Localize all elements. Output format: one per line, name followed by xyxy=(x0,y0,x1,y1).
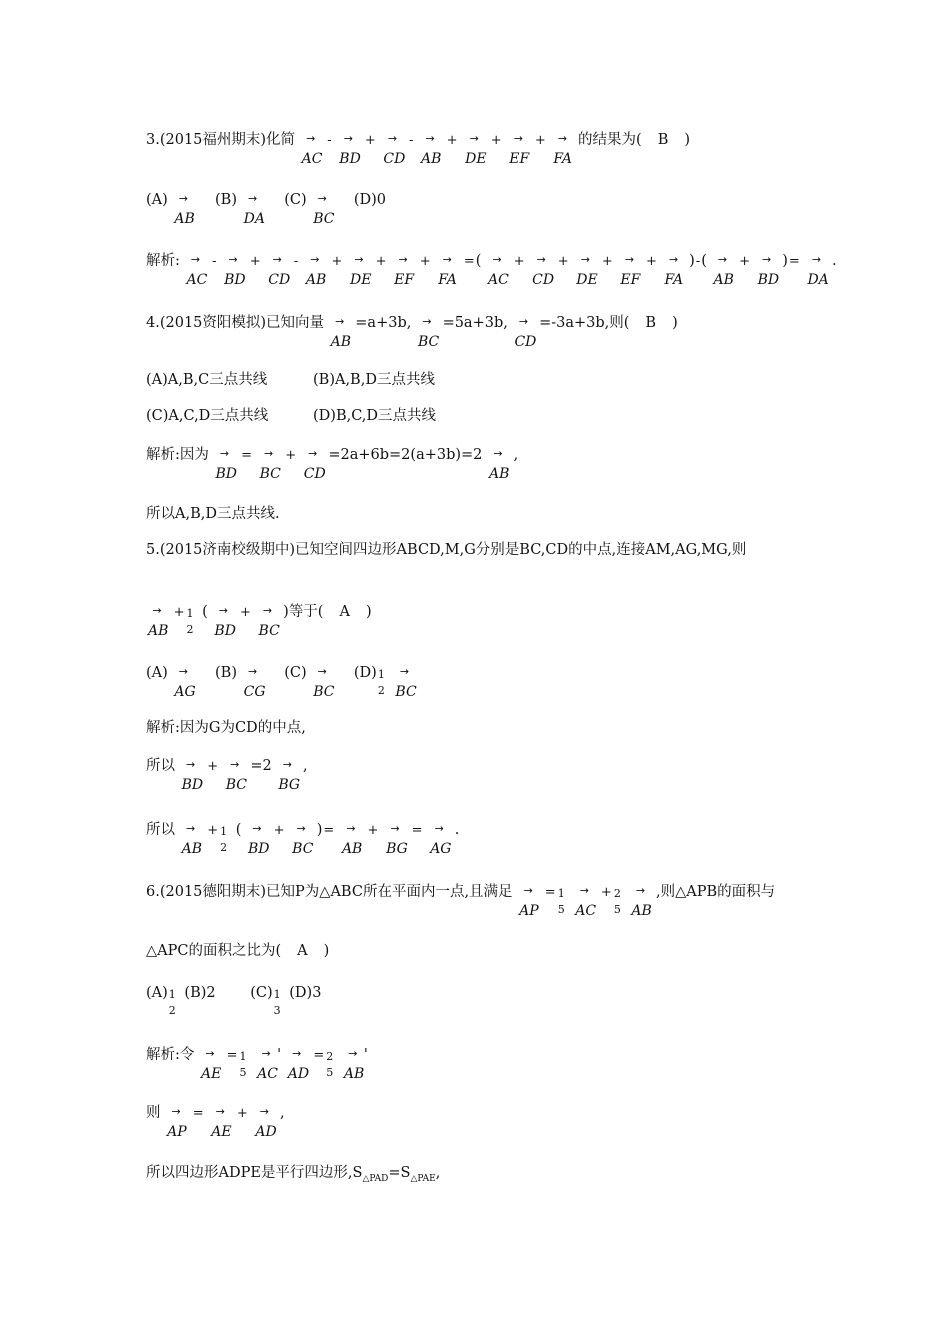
vector-DE: → DE xyxy=(465,132,487,167)
vector-FA: → FA xyxy=(553,132,573,167)
vector-DA: → DA xyxy=(243,192,265,227)
vector-AB: → AB xyxy=(305,253,327,288)
q6-stem: 6.(2015德阳期末)已知P为△ABC所在平面内一点,且满足 → AP = 1 5 → AC + 2 5 → AB ,则△APB的面积与 xyxy=(146,884,776,919)
vector-AE: → AE xyxy=(201,1047,222,1082)
q4-conclusion: 所以A,B,D三点共线. xyxy=(146,506,280,522)
vector-CD: → CD xyxy=(532,253,555,288)
q4-options-row2: (C)A,C,D三点共线 (D)B,C,D三点共线 xyxy=(146,408,437,424)
vector-BC: → BC xyxy=(259,447,281,482)
q6-stem-2: △APC的面积之比为( A ) xyxy=(146,943,330,959)
vector-AE: → AE xyxy=(211,1105,232,1140)
q5-solution-2: 所以 → BD + → BC =2 → BG , xyxy=(146,758,308,793)
vector-CD: → CD xyxy=(303,447,326,482)
vector-BG: → BG xyxy=(386,822,408,857)
vector-AB: → AB xyxy=(148,604,169,639)
vector-AB: → AB xyxy=(330,315,352,350)
vector-AB: → AB xyxy=(713,253,734,288)
vector-AP: → AP xyxy=(519,884,539,919)
q5-options: (A) → AG (B) → CG (C) → BC (D) 1 2 → BC xyxy=(146,665,417,700)
q6-solution-2: 则 → AP = → AE + → AD , xyxy=(146,1105,285,1140)
vector-BD: → BD xyxy=(224,253,246,288)
vector-BD: → BD xyxy=(339,132,361,167)
q3-answer: B xyxy=(657,132,669,148)
q6-options: (A) 1 2 (B)2 (C) 1 3 (D)3 xyxy=(146,985,322,1017)
vector-BC: → BC xyxy=(395,665,417,700)
vector-AB: → AB xyxy=(631,884,652,919)
q6-solution-1: 解析:令 → AE = 1 5 → AC ' → AD = 2 5 → AB ' xyxy=(146,1047,368,1082)
vector-CD: → CD xyxy=(383,132,406,167)
q4-options-row1: (A)A,B,C三点共线 (B)A,B,D三点共线 xyxy=(146,372,435,388)
vector-AB: → AB xyxy=(181,822,203,857)
vector-DE: → DE xyxy=(576,253,598,288)
vector-FA: → FA xyxy=(438,253,457,288)
vector-AB: → AB xyxy=(421,132,442,167)
vector-BC: → BC xyxy=(313,665,335,700)
q3-stem: 3.(2015福州期末)化简 → AC - → BD + → CD - → AB + → DE + → EF + → FA 的结果为( B ) xyxy=(146,132,691,167)
vector-AD: → AD xyxy=(287,1047,310,1082)
vector-CD: → CD xyxy=(514,315,537,350)
vector-BC: → BC xyxy=(225,758,247,793)
vector-AG: → AG xyxy=(430,822,452,857)
vector-AG: → AG xyxy=(174,665,196,700)
vector-AP: → AP xyxy=(167,1105,187,1140)
q6-answer: A xyxy=(297,943,308,959)
vector-BC: → BC xyxy=(258,604,280,639)
vector-CG: → CG xyxy=(243,665,266,700)
vector-AD: → AD xyxy=(255,1105,277,1140)
vector-AC: → AC xyxy=(257,1047,278,1082)
vector-EF: → EF xyxy=(394,253,415,288)
vector-DA: → DA xyxy=(807,253,829,288)
vector-AB: → AB xyxy=(343,1047,365,1082)
q5-expression: → AB + 1 2 ( → BD + → BC )等于( A ) xyxy=(148,604,372,639)
q6-solution-3: 所以四边形ADPE是平行四边形$,S_{\triangle PAD}=S_{\triangle PAE}$, xyxy=(146,1165,441,1184)
q5-stem: 5.(2015济南校级期中)已知空间四边形ABCD,M,G分别是BC,CD的中点,连接AM,AG,MG,则 xyxy=(146,542,747,558)
vector-BC: → BC xyxy=(417,315,440,350)
vector-AB: → AB xyxy=(489,447,510,482)
vector-DE: → DE xyxy=(350,253,372,288)
vector-BD: → BD xyxy=(215,447,238,482)
vector-AC: → AC xyxy=(301,132,323,167)
q4-answer: B xyxy=(645,315,657,331)
vector-BG: → BG xyxy=(278,758,301,793)
vector-AB: → AB xyxy=(341,822,363,857)
vector-BD: → BD xyxy=(248,822,270,857)
q3-solution: 解析: → AC - → BD + → CD - → AB + → DE + → EF + → FA =( → AC + → CD + → DE + → EF + → FA )-( → AB + → BD )= → DA . xyxy=(146,253,837,288)
vector-FA: → FA xyxy=(664,253,684,288)
vector-BD: → BD xyxy=(214,604,236,639)
q3-options: (A) → AB (B) → DA (C) → BC (D)0 xyxy=(146,192,387,227)
q3-stem-suffix: 的结果为( xyxy=(578,132,642,148)
q5-solution-1: 解析:因为G为CD的中点, xyxy=(146,720,306,736)
vector-EF: → EF xyxy=(620,253,641,288)
vector-AC: → AC xyxy=(488,253,509,288)
q3-stem-prefix: 3.(2015福州期末)化简 xyxy=(146,132,296,148)
vector-AC: → AC xyxy=(575,884,597,919)
vector-AC: → AC xyxy=(186,253,208,288)
vector-BC: → BC xyxy=(313,192,335,227)
q5-answer: A xyxy=(339,604,350,620)
vector-BC: → BC xyxy=(292,822,314,857)
vector-CD: → CD xyxy=(268,253,291,288)
vector-BD: → BD xyxy=(757,253,780,288)
q5-solution-3: 所以 → AB + 1 2 ( → BD + → BC )= → AB + → BG = → AG . xyxy=(146,822,460,857)
q4-solution: 解析:因为 → BD = → BC + → CD =2a+6b=2(a+3b)=2 → AB , xyxy=(146,447,519,482)
vector-EF: → EF xyxy=(509,132,530,167)
vector-BD: → BD xyxy=(181,758,204,793)
q4-stem: 4.(2015资阳模拟)已知向量 → AB =a+3b, → BC =5a+3b, → CD =-3a+3b,则( B ) xyxy=(146,315,678,350)
vector-AB: → AB xyxy=(174,192,195,227)
